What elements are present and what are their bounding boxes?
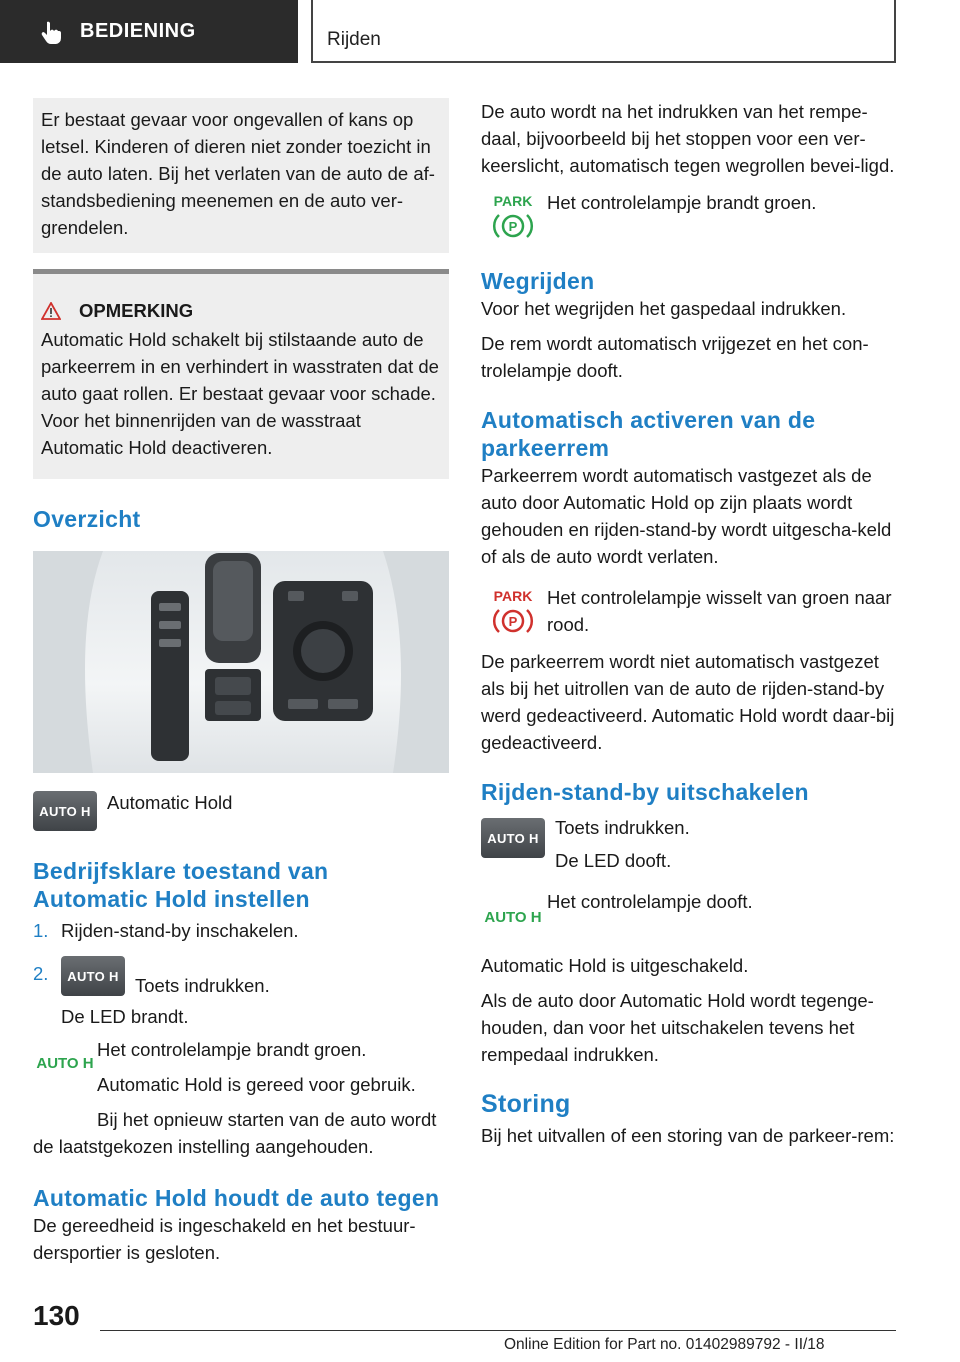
lamp-off-text: Het controlelampje dooft. — [547, 891, 753, 912]
heading-storing: Storing — [481, 1090, 571, 1118]
auto-h-button-icon: AUTO H — [33, 791, 97, 831]
park-text: PARK — [493, 193, 533, 209]
step-1-number: 1. — [33, 920, 49, 941]
storing-text: Bij het uitvallen of een storing van de parkeer-rem: — [481, 1125, 895, 1146]
auto-activeren-text: Parkeerrem wordt automatisch vastgezet als de auto door Automatic Hold op zijn plaats wordt gehouden en rijden-stand-by wordt uitgescha-keld of als de auto wordt verlaten. — [481, 465, 892, 567]
note-heading — [41, 300, 441, 322]
left-column — [33, 98, 449, 1266]
warning-triangle-icon — [41, 302, 61, 320]
section-tab[interactable] — [0, 0, 298, 63]
heading-auto-activeren: Automatisch activeren van de parkeerrem — [481, 407, 816, 461]
lamp-green-legend — [33, 1036, 449, 1098]
right-column — [481, 98, 899, 1149]
p-text: P — [508, 614, 518, 629]
note-title: OPMERKING — [79, 300, 194, 321]
chapter-title: Rijden — [327, 29, 381, 50]
chapter-header — [311, 0, 896, 63]
park-red-text: Het controlelampje wisselt van groen naar rood. — [547, 587, 892, 635]
step-2 — [33, 956, 449, 999]
park-brake-green-lamp-icon — [481, 189, 545, 241]
center-console-illustration — [33, 551, 449, 773]
auto-hold-legend — [33, 791, 449, 831]
p-text: P — [508, 219, 518, 234]
warning-box — [33, 98, 449, 253]
auto-h-button-icon: AUTO H — [61, 956, 125, 996]
uitschakelen-step — [481, 818, 899, 874]
section-label: BEDIENING — [80, 20, 196, 42]
heading-overzicht: Overzicht — [33, 506, 141, 532]
lamp-off-legend — [481, 888, 899, 932]
note-text: Automatic Hold schakelt bij stilstaande auto de parkeerrem in en verhindert in wasstraten dat de auto gaat rollen. Er bestaat gevaar voor schade. Voor het binnenrijden van de wasstraat Automatic Hold deactiveren. — [41, 329, 439, 458]
houdt-text: De gereedheid is ingeschakeld en het bestuur-dersportier is gesloten. — [33, 1215, 416, 1263]
held-text: Als de auto door Automatic Hold wordt tegenge-houden, dan voor het uitschakelen tevens het rempedaal indrukken. — [481, 990, 874, 1065]
center-console-photo — [33, 551, 449, 773]
park-brake-red-lamp-icon — [481, 584, 545, 636]
auto-h-button-icon: AUTO H — [481, 818, 545, 858]
step-1 — [33, 917, 449, 944]
auto-h-lamp-icon: AUTO H — [484, 908, 542, 926]
restart-text: Bij het opnieuw starten van de auto wordt de laatstgekozen instelling aangehouden. — [33, 1109, 437, 1157]
wegrijden-text-1: Voor het wegrijden het gaspedaal indrukken. — [481, 298, 847, 319]
led-on-text: De LED brandt. — [61, 1006, 189, 1027]
warning-text: Er bestaat gevaar voor ongevallen of kans op letsel. Kinderen of dieren niet zonder toezicht in de auto laten. Bij het verlaten van de auto de af-standsbediening meenemen en de auto ver-grendelen. — [41, 109, 435, 238]
heading-bedrijfsklaar: Bedrijfsklare toestand van Automatic Hold instellen — [33, 858, 329, 912]
park-red-legend — [481, 584, 899, 638]
step-2-number: 2. — [33, 963, 49, 984]
wegrijden-text-2: De rem wordt automatisch vrijgezet en het con-trolelampje dooft. — [481, 333, 869, 381]
auto-hold-label: Automatic Hold — [107, 792, 233, 813]
edition-text: Online Edition for Part no. 01402989792 - II/18 — [504, 1336, 825, 1353]
off-text: Automatic Hold is uitgeschakeld. — [481, 955, 749, 976]
heading-houdt: Automatic Hold houdt de auto tegen — [33, 1185, 440, 1211]
lamp-green-text: Het controlelampje brandt groen. — [97, 1039, 367, 1060]
footer-divider — [100, 1330, 896, 1331]
intro-text: De auto wordt na het indrukken van het rempe-daal, bijvoorbeeld bij het stoppen voor een ver-keerslicht, automatisch tegen wegrollen bevei-ligd. — [481, 101, 895, 176]
auto-h-lamp-icon: AUTO H — [36, 1054, 94, 1072]
heading-uitschakelen: Rijden-stand-by uitschakelen — [481, 779, 809, 805]
note-box — [33, 269, 449, 479]
heading-wegrijden: Wegrijden — [481, 268, 595, 294]
hand-pointer-icon — [38, 19, 64, 45]
step-1-text: Rijden-stand-by inschakelen. — [61, 920, 299, 941]
park-green-legend — [481, 189, 899, 241]
press-text: Toets indrukken. — [555, 817, 690, 838]
park-green-text: Het controlelampje brandt groen. — [547, 192, 817, 213]
page-number: 130 — [33, 1300, 80, 1331]
park-text: PARK — [493, 588, 533, 604]
not-auto-text: De parkeerrem wordt niet automatisch vastgezet als bij het uitrollen van de auto de rijden-stand-by werd gedeactiveerd. Automatic Hold wordt daar-bij gedeactiveerd. — [481, 651, 895, 753]
step-2-text: Toets indrukken. — [135, 975, 270, 996]
led-off-text: De LED dooft. — [555, 850, 672, 871]
ready-text: Automatic Hold is gereed voor gebruik. — [97, 1074, 416, 1095]
